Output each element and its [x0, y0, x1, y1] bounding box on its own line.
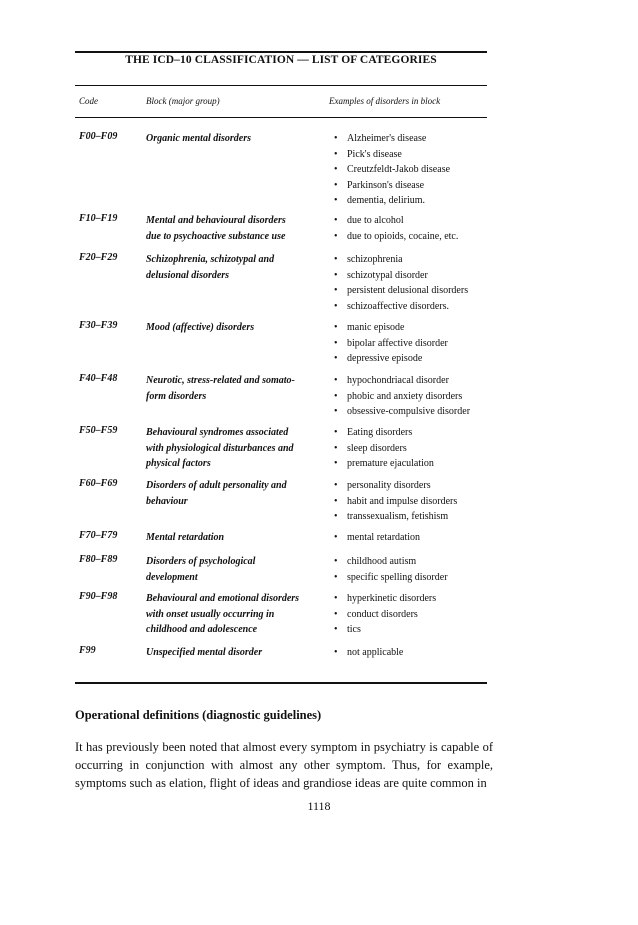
- example-list: [334, 591, 436, 638]
- example-item: • obsessive-compulsive disorder: [334, 404, 470, 420]
- category-block-line: due to psychoactive substance use: [146, 230, 286, 242]
- category-code: F60–F69: [79, 478, 118, 489]
- table-title: THE ICD–10 CLASSIFICATION — LIST OF CATEGORIES: [125, 54, 437, 66]
- section-heading: Operational definitions (diagnostic guidelines): [75, 708, 322, 722]
- header-rule: [75, 117, 487, 118]
- example-item: • manic episode: [334, 320, 448, 336]
- category-block-line: Mental retardation: [146, 532, 225, 543]
- top-rule: [75, 51, 487, 53]
- example-item: • Eating disorders: [334, 425, 434, 441]
- example-item: • dementia, delirium.: [334, 193, 450, 209]
- category-block-line: delusional disorders: [146, 269, 230, 281]
- example-item: • Parkinson's disease: [334, 178, 450, 194]
- column-header-block: Block (major group): [146, 96, 220, 106]
- example-item: • Pick's disease: [334, 147, 450, 163]
- category-code: F10–F19: [79, 213, 118, 224]
- example-list: [334, 478, 457, 525]
- category-block: [146, 478, 316, 509]
- category-block: [146, 213, 316, 244]
- category-block-line: childhood and adolescence: [146, 624, 258, 635]
- example-item: • due to opioids, cocaine, etc.: [334, 229, 458, 245]
- column-header-code: Code: [79, 96, 98, 106]
- example-item: • transsexualism, fetishism: [334, 509, 457, 525]
- example-item: • persistent delusional disorders: [334, 283, 468, 299]
- category-block-line: with onset usually occurring in: [146, 608, 275, 620]
- example-item: • premature ejaculation: [334, 456, 434, 472]
- column-header-examples: Examples of disorders in block: [329, 96, 441, 106]
- example-item: • specific spelling disorder: [334, 570, 448, 586]
- category-code: F30–F39: [79, 320, 118, 331]
- page-number: 1118: [307, 799, 331, 813]
- example-list: [334, 530, 420, 546]
- category-block-line: Unspecified mental disorder: [146, 647, 263, 658]
- example-item: • bipolar affective disorder: [334, 336, 448, 352]
- example-list: [334, 320, 448, 367]
- category-block-line: behaviour: [146, 495, 188, 507]
- category-block: [146, 131, 316, 147]
- category-block-line: Disorders of psychological: [146, 556, 256, 567]
- example-item: • Creutzfeldt-Jakob disease: [334, 162, 450, 178]
- category-block-line: development: [146, 571, 198, 583]
- category-code: F99: [79, 645, 96, 656]
- category-block-line: Mood (affective) disorders: [146, 322, 255, 333]
- category-block: [146, 554, 316, 585]
- category-block: [146, 320, 316, 336]
- example-item: • sleep disorders: [334, 441, 434, 457]
- category-block: [146, 645, 316, 661]
- example-list: [334, 554, 448, 585]
- category-code: F50–F59: [79, 425, 118, 436]
- example-item: • schizoaffective disorders.: [334, 299, 468, 315]
- category-block-line: form disorders: [146, 390, 207, 402]
- example-list: [334, 425, 434, 472]
- example-item: • mental retardation: [334, 530, 420, 546]
- example-item: • hyperkinetic disorders: [334, 591, 436, 607]
- example-item: • phobic and anxiety disorders: [334, 389, 470, 405]
- category-code: F20–F29: [79, 252, 118, 263]
- category-code: F70–F79: [79, 530, 118, 541]
- example-item: • Alzheimer's disease: [334, 131, 450, 147]
- title-underline-rule: [75, 85, 487, 86]
- category-block-line: Schizophrenia, schizotypal and: [146, 254, 275, 265]
- bottom-rule: [75, 682, 487, 684]
- category-block: [146, 530, 316, 546]
- example-item: • not applicable: [334, 645, 403, 661]
- category-code: F90–F98: [79, 591, 118, 602]
- category-code: F00–F09: [79, 131, 118, 142]
- category-block: [146, 591, 316, 638]
- example-item: • childhood autism: [334, 554, 448, 570]
- example-list: [334, 645, 403, 661]
- example-item: • hypochondriacal disorder: [334, 373, 470, 389]
- category-block-line: Neurotic, stress-related and somato-: [146, 375, 295, 386]
- category-code: F40–F48: [79, 373, 118, 384]
- category-block-line: Organic mental disorders: [146, 133, 252, 144]
- example-list: [334, 213, 458, 244]
- example-item: • schizotypal disorder: [334, 268, 468, 284]
- example-item: • tics: [334, 622, 436, 638]
- example-list: [334, 373, 470, 420]
- example-item: • due to alcohol: [334, 213, 458, 229]
- category-block-line: with physiological disturbances and: [146, 442, 294, 454]
- example-item: • depressive episode: [334, 351, 448, 367]
- example-item: • conduct disorders: [334, 607, 436, 623]
- category-block: [146, 373, 316, 404]
- category-block: [146, 252, 316, 283]
- category-block-line: Disorders of adult personality and: [146, 480, 287, 491]
- category-block-line: Behavioural syndromes associated: [146, 427, 289, 438]
- example-list: [334, 131, 450, 209]
- example-item: • schizophrenia: [334, 252, 468, 268]
- category-block-line: Mental and behavioural disorders: [146, 215, 286, 226]
- body-paragraph: It has previously been noted that almost every symptom in psychiatry is capable of occurring in conjunction with almost any other symptom. Thus, for example, symptoms such as elation, flight of ideas and grandiose ideas are quite common in: [75, 740, 493, 790]
- example-list: [334, 252, 468, 314]
- category-code: F80–F89: [79, 554, 118, 565]
- category-block: [146, 425, 316, 472]
- example-item: • personality disorders: [334, 478, 457, 494]
- example-item: • habit and impulse disorders: [334, 494, 457, 510]
- category-block-line: Behavioural and emotional disorders: [146, 593, 300, 604]
- category-block-line: physical factors: [146, 458, 211, 469]
